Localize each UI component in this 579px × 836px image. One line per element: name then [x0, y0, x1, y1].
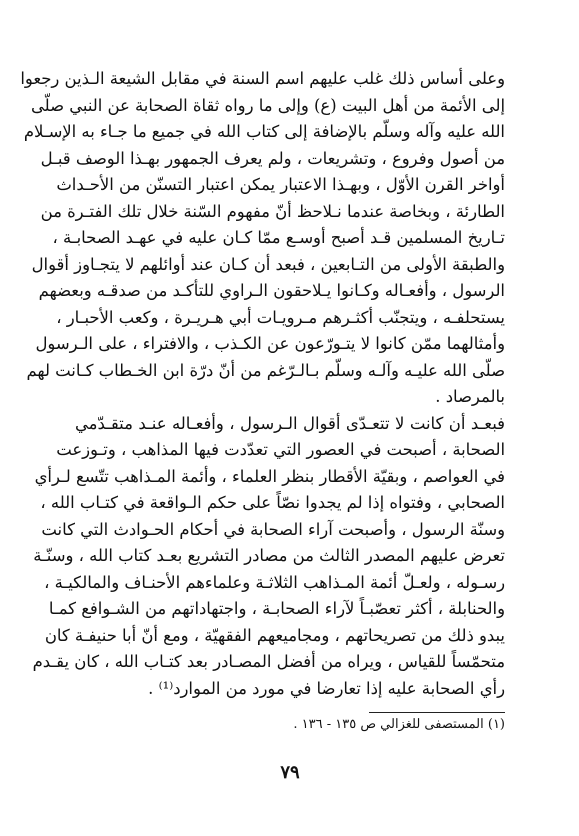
text-line: وأمثالهما ممّن كانوا لا يتـورّعون عن الكـذب ، والافتراء ، على الـرسول: [35, 334, 505, 353]
paragraph-2: [32, 411, 505, 703]
text-line: متحمّساً للقياس ، ويراه من أفضل المصـادر بعد كتـاب الله ، كان يقـدم: [32, 652, 505, 671]
text-line: في العواصم ، وبقيّة الأقطار بنظر العلماء ، وأئمة المـذاهب تتّسع لـرأي: [34, 466, 505, 486]
text-line: يبدو ذلك من تصريحاتهم ، ومجاميعهم الفقهيّة ، ومع أنّ أبا حنيفـة كان: [44, 625, 505, 645]
text-line: والحنابلة ، أكثر تعصّبـاً لآراء الصحابـة ، واجتهاداتهم من الشـوافع كمـا: [48, 599, 505, 618]
main-text: [20, 66, 505, 702]
text-line: بالمرصاد .: [435, 387, 505, 406]
text-line: رأي الصحابة عليه إذا تعارضا في مورد من الموارد⁽¹⁾ .: [148, 678, 505, 698]
text-line: والطبقة الأولى من التـابعين ، فبعد أن كـان عند أوائلهم لا يتجـاوز أقوال: [31, 254, 505, 274]
text-line: من أصول وفروع ، وتشريعات ، ولم يعرف الجمهور بهـذا الوصف قبـل: [40, 148, 505, 168]
text-line: رسـوله ، ولعـلّ أئمة المـذاهب الثلاثـة وعلماءهم الأحنـاف والمالكيـة ،: [44, 572, 505, 592]
text-line: وعلى أساس ذلك غلب عليهم اسم السنة في مقابل الشيعة الـذين رجعوا: [20, 69, 505, 88]
text-line: تـاريخ المسلمين قـد أصبح أوسـع ممّا كـان عليه في عهـد الصحابـة ،: [52, 228, 505, 247]
text-line: صلّى الله عليـه وآلـه وسلّم بـالـرّغم من أنّ درّة ابن الخـطاب كـانت لهم: [26, 360, 505, 380]
text-line: إلى الأئمة من أهل البيت (ع) وإلى ما رواه ثقاة الصحابة عن النبي صلّى: [31, 95, 505, 115]
text-line: الرسول ، وأفعـاله وكـانوا يـلاحقون الـراوي للتأكـد من صدقـه وبعضهم: [38, 281, 505, 300]
text-line: تعرض عليهم المصدر الثالث من مصادر التشريع بعـد كتاب الله ، وسنّـة: [33, 546, 505, 565]
text-line: أواخر القرن الأوّل ، وبهـذا الاعتبار يمكن اعتبار التسنّن من الأحـداث: [56, 175, 505, 194]
footnote-divider: [369, 712, 505, 713]
text-line: يستحلفـه ، ويتجنّب أكثـرهم مـرويـات أبي هـريـرة ، وكعب الأحبـار ،: [56, 307, 505, 327]
text-line: الطارئة ، وبخاصة عندما نـلاحظ أنّ مفهوم السّنة خلال تلك الفتـرة من: [40, 201, 505, 221]
text-line: الصحابي ، وفتواه إذا لم يجدوا نصّاً على حكم الـواقعة في كتـاب الله ،: [40, 493, 505, 512]
footnote: (١) المستصفى للغزالي ص ١٣٥ - ١٣٦ .: [293, 717, 505, 732]
text-line: الله عليه وآله وسلّم بالإضافة إلى كتاب الله في جميع ما جـاء به الإسـلام: [23, 122, 505, 141]
page-number: ٧٩: [280, 762, 300, 783]
text-line: فبعـد أن كانت لا تتعـدّى أقوال الـرسول ، وأفعـاله عنـد متقـدّمي: [75, 413, 505, 433]
text-line: الصحابة ، أصبحت في العصور التي تعدّدت فيها المذاهب ، وتـوزعت: [56, 440, 505, 459]
paragraph-1: [20, 66, 505, 411]
text-line: وسنّة الرسول ، وأصبحت آراء الصحابة في أحكام الحـوادث التي كانت: [41, 519, 505, 539]
